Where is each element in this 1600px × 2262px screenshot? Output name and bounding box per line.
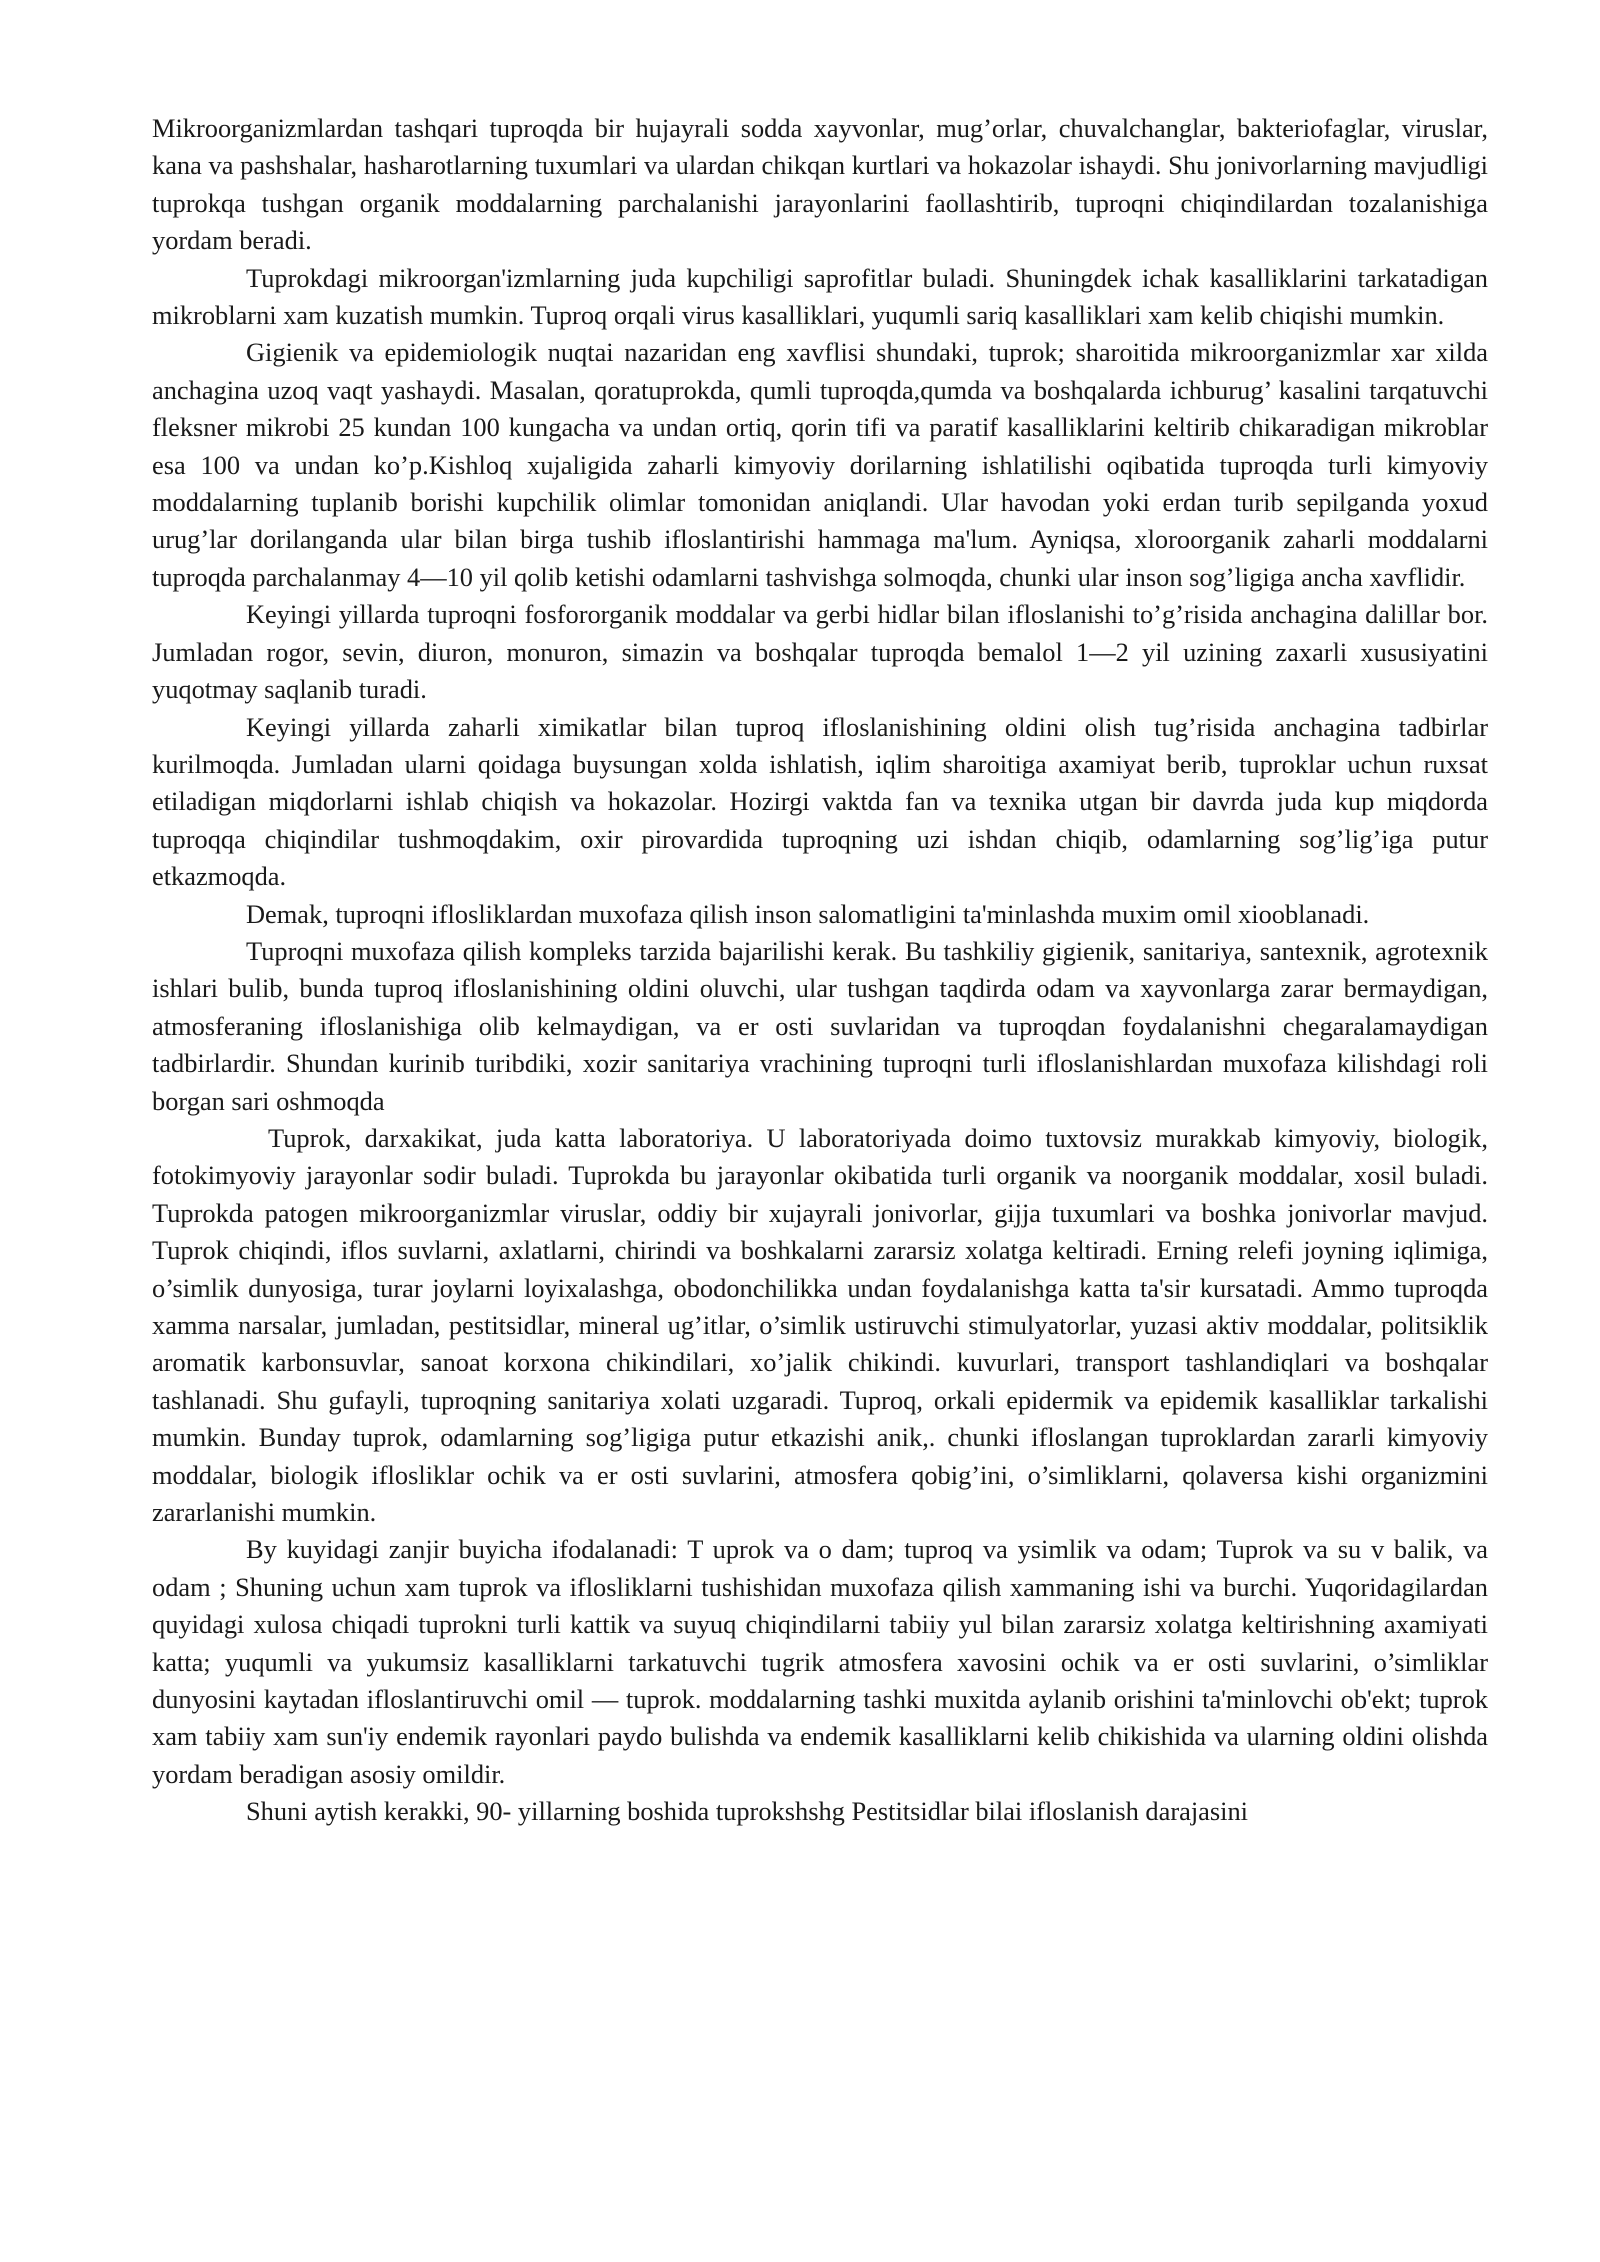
paragraph-4: Keyingi yillarda tuproqni fosfororganik moddalar va gerbi hidlar bilan ifloslanishi to’g’risida anchagina dalillar bor. Jumladan rogor, sevin, diuron, monuron, simazin va boshqalar tuproqda bemalol 1—2 yil uzining zaxarli xususiyatini yuqotmay saqlanib turadi. bbox=[152, 599, 1488, 705]
paragraph-3: Gigienik va epidemiologik nuqtai nazaridan eng xavflisi shundaki, tuprok; sharoitida mikroorganizmlar xar xilda anchagina uzoq vaqt yashaydi. Masalan, qoratuprokda, qumli tuproqda,qumda va boshqalarda ichburug’ kasalini tarqatuvchi fleksner mikrobi 25 kundan 100 kungacha va undan ortiq, qorin tifi va paratif kasalliklarini keltirib chikaradigan mikroblar esa 100 va undan ko’p.Kishloq xujaligida zaharli kimyoviy dorilarning ishlatilishi oqibatida tuproqda turli kimyoviy moddalarning tuplanib borishi kupchilik olimlar tomonidan aniqlandi. Ular havodan yoki erdan turib sepilganda yoxud urug’lar dorilanganda ular bilan birga tushib ifloslantirishi hammaga ma'lum. Ayniqsa, xloroorganik zaharli moddalarni tuproqda parchalanmay 4—10 yil qolib ketishi odamlarni tashvishga solmoqda, chunki ular inson sog’ligiga ancha xavflidir. bbox=[152, 337, 1488, 592]
paragraph-2: Tuprokdagi mikroorgan'izmlarning juda kupchiligi saprofitlar buladi. Shuningdek ichak kasalliklarini tarkatadigan mikroblarni xam kuzatish mumkin. Tuproq orqali virus kasalliklari, yuqumli sariq kasalliklari xam kelib chiqishi mumkin. bbox=[152, 262, 1488, 331]
document-page bbox=[152, 110, 1488, 1831]
paragraph-8: Tuprok, darxakikat, juda katta laboratoriya. U laboratoriyada doimo tuxtovsiz murakkab kimyoviy, biologik, fotokimyoviy jarayonlar sodir buladi. Tuprokda bu jarayonlar okibatida turli organik va noorganik moddalar, xosil buladi. Tuprokda patogen mikroorganizmlar viruslar, oddiy bir xujayrali jonivorlar, gijja tuxumlari va boshka jonivorlar mavjud. Tuprok chiqindi, iflos suvlarni, axlatlarni, chirindi va boshkalarni zararsiz xolatga keltiradi. Erning relefi joyning iqlimiga, o’simlik dunyosiga, turar joylarni loyixalashga, obodonchilikka undan foydalanishga katta ta'sir kursatadi. Ammo tuproqda xamma narsalar, jumladan, pestitsidlar, mineral ug’itlar, o’simlik ustiruvchi stimulyatorlar, yuzasi aktiv moddalar, politsiklik aromatik karbonsuvlar, sanoat korxona chikindilari, xo’jalik chikindi. kuvurlari, transport tashlandiqlari va boshqalar tashlanadi. Shu gufayli, tuproqning sanitariya xolati uzgaradi. Tuproq, orkali epidermik va epidemik kasalliklar tarkalishi mumkin. Bunday tuprok, odamlarning sog’ligiga putur etkazishi anik,. chunki ifloslangan tuproklardan zararli kimyoviy moddalar, biologik iflosliklar ochik va er osti suvlarini, atmosfera qobig’ini, o’simliklarni, qolaversa kishi organizmini zararlanishi mumkin. bbox=[152, 1122, 1488, 1528]
paragraph-5: Keyingi yillarda zaharli ximikatlar bilan tuproq ifloslanishining oldini olish tug’risida anchagina tadbirlar kurilmoqda. Jumladan ularni qoidaga buysungan xolda ishlatish, iqlim sharoitiga axamiyat berib, tuproklar uchun ruxsat etiladigan miqdorlarni ishlab chiqish va hokazolar. Hozirgi vaktda fan va texnika utgan bir davrda juda kup miqdorda tuproqqa chiqindilar tushmoqdakim, oxir pirovardida tuproqning uzi ishdan chiqib, odamlarning sog’lig’iga putur etkazmoqda. bbox=[152, 711, 1488, 892]
paragraph-10: Shuni aytish kerakki, 90- yillarning boshida tuprokshshg Pestitsidlar bilai ifloslanish darajasini bbox=[246, 1796, 1248, 1827]
paragraph-6: Demak, tuproqni iflosliklardan muxofaza qilish inson salomatligini ta'minlashda muxim omil xiooblanadi. bbox=[246, 898, 1370, 929]
paragraph-9: By kuyidagi zanjir buyicha ifodalanadi: T uprok va o dam; tuproq va ysimlik va odam; Tuprok va su v balik, va odam ; Shuning uchun xam tuprok va iflosliklarni tushishidan muxofaza qilish xammaning ishi va burchi. Yuqoridagilardan quyidagi xulosa chiqadi tuprokni turli kattik va suyuq chiqindilarni tabiiy yul bilan zararsiz xolatga keltirishning axamiyati katta; yuqumli va yukumsiz kasalliklarni tarkatuvchi tugrik atmosfera xavosini ochik va er osti suvlarini, o’simliklar dunyosini kaytadan ifloslantiruvchi omil — tuprok. moddalarning tashki muxitda aylanib orishini ta'minlovchi ob'ekt; tuprok xam tabiiy xam sun'iy endemik rayonlari paydo bulishda va endemik kasalliklarni kelib chikishida va ularning oldini olishda yordam beradigan asosiy omildir. bbox=[152, 1534, 1488, 1789]
paragraph-7: Tuproqni muxofaza qilish kompleks tarzida bajarilishi kerak. Bu tashkiliy gigienik, sanitariya, santexnik, agrotexnik ishlari bulib, bunda tuproq ifloslanishining oldini oluvchi, ular tushgan taqdirda odam va xayvonlarga zarar bermaydigan, atmosferaning ifloslanishiga olib kelmaydigan, va er osti suvlaridan va tuproqdan foydalanishni chegaralamaydigan tadbirlardir. Shundan kurinib turibdiki, xozir sanitariya vrachining tuproqni turli ifloslanishlardan muxofaza kilishdagi roli borgan sari oshmoqda bbox=[152, 935, 1488, 1116]
paragraph-1: Mikroorganizmlardan tashqari tuproqda bir hujayrali sodda xayvonlar, mug’orlar, chuvalchanglar, bakteriofaglar, viruslar, kana va pashshalar, hasharotlarning tuxumlari va ulardan chikqan kurtlari va hokazolar ishaydi. Shu jonivorlarning mavjudligi tuprokqa tushgan organik moddalarning parchalanishi jarayonlarini faollashtirib, tuproqni chiqindilardan tozalanishiga yordam beradi. bbox=[152, 113, 1488, 256]
